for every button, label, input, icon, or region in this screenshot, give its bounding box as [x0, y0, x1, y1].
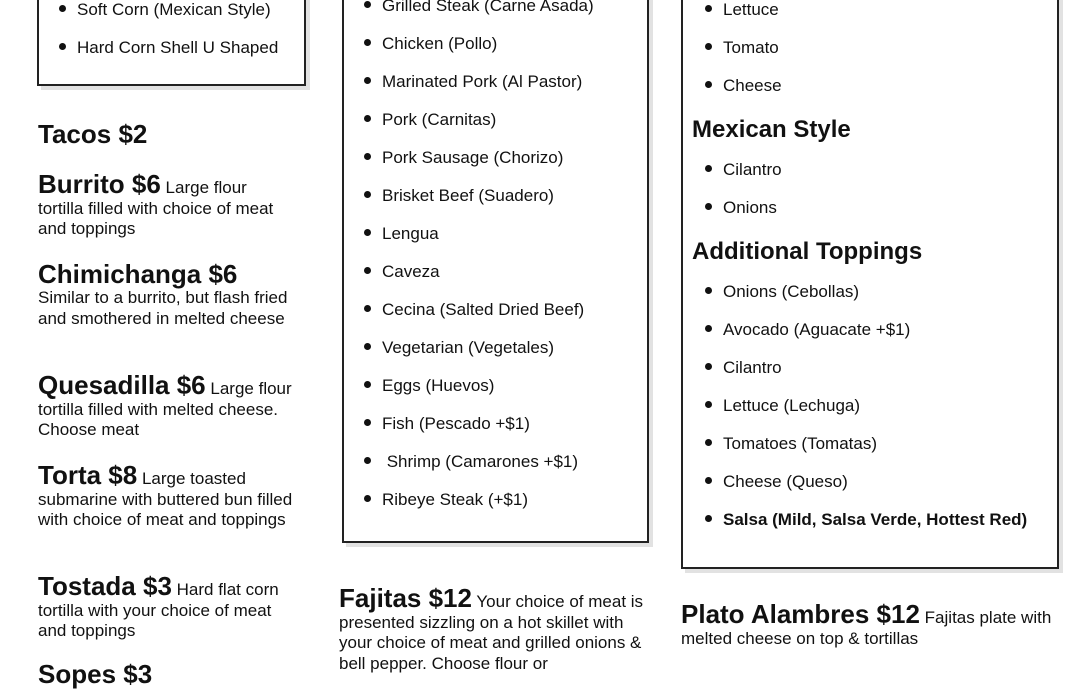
bullet-icon — [59, 43, 66, 50]
bullet-icon — [705, 81, 712, 88]
item-description: Fajitas plate with melted cheese on top & tortillas — [681, 608, 1052, 648]
bullet-icon — [705, 5, 712, 12]
list-item: Lettuce — [705, 0, 779, 20]
meats-box — [342, 0, 649, 543]
list-item: Shrimp (Camarones +$1) — [364, 452, 578, 472]
list-item: Hard Corn Shell U Shaped — [59, 38, 278, 58]
list-item: Chicken (Pollo) — [364, 34, 497, 54]
item-description: Large toasted submarine with buttered bun filled with choice of meat and toppings — [38, 469, 293, 529]
bullet-icon — [705, 165, 712, 172]
item-name: Plato Alambres $12 — [681, 599, 920, 629]
item-name: Fajitas $12 — [339, 583, 472, 613]
bullet-icon — [364, 419, 371, 426]
list-item: Onions — [705, 198, 777, 218]
menu-item-burrito — [38, 170, 293, 240]
list-item: Vegetarian (Vegetales) — [364, 338, 554, 358]
bullet-icon — [705, 325, 712, 332]
list-item: Soft Corn (Mexican Style) — [59, 0, 271, 20]
bullet-icon — [705, 203, 712, 210]
bullet-icon — [364, 39, 371, 46]
list-item: Cilantro — [705, 160, 782, 180]
item-description: Similar to a burrito, but flash fried and smothered in melted cheese — [38, 288, 288, 328]
item-name: Quesadilla $6 — [38, 370, 206, 400]
list-item: Tomatoes (Tomatas) — [705, 434, 877, 454]
bullet-icon — [705, 401, 712, 408]
list-item: Pork Sausage (Chorizo) — [364, 148, 563, 168]
bullet-icon — [705, 439, 712, 446]
list-item: Marinated Pork (Al Pastor) — [364, 72, 582, 92]
bullet-icon — [364, 115, 371, 122]
item-name: Tacos $2 — [38, 119, 148, 149]
item-name: Torta $8 — [38, 460, 138, 490]
list-item: Tomato — [705, 38, 779, 58]
item-name: Sopes $3 — [38, 659, 153, 689]
bullet-icon — [364, 153, 371, 160]
bullet-icon — [364, 1, 371, 8]
list-item: Cheese (Queso) — [705, 472, 848, 492]
menu-item-plato-alambres — [681, 600, 1071, 649]
menu-item-chimichanga — [38, 260, 293, 329]
list-item: Brisket Beef (Suadero) — [364, 186, 554, 206]
bullet-icon — [364, 457, 371, 464]
list-item: Avocado (Aguacate +$1) — [705, 320, 910, 340]
list-item: Cheese — [705, 76, 782, 96]
list-item: Onions (Cebollas) — [705, 282, 859, 302]
bullet-icon — [705, 43, 712, 50]
bullet-icon — [364, 305, 371, 312]
item-description: Large flour tortilla filled with melted cheese. Choose meat — [38, 379, 292, 439]
menu-item-fajitas — [339, 584, 654, 674]
item-name: Burrito $6 — [38, 169, 161, 199]
list-item: Lettuce (Lechuga) — [705, 396, 860, 416]
list-item: Cilantro — [705, 358, 782, 378]
bullet-icon — [705, 363, 712, 370]
list-item: Lengua — [364, 224, 439, 244]
item-name: Chimichanga $6 — [38, 259, 238, 289]
bullet-icon — [364, 343, 371, 350]
bullet-icon — [705, 515, 712, 522]
menu-item-tostada — [38, 572, 293, 642]
menu-item-sopes — [38, 660, 293, 689]
item-name: Tostada $3 — [38, 571, 172, 601]
item-description: Hard flat corn tortilla with your choice of meat and toppings — [38, 580, 279, 640]
list-item: Ribeye Steak (+$1) — [364, 490, 528, 510]
shells-box — [37, 0, 306, 86]
item-description: Large flour tortilla filled with choice of meat and toppings — [38, 178, 274, 238]
menu-item-torta — [38, 461, 293, 531]
bullet-icon — [59, 5, 66, 12]
bullet-icon — [705, 477, 712, 484]
toppings-box — [681, 0, 1059, 569]
bullet-icon — [364, 229, 371, 236]
list-item: Eggs (Huevos) — [364, 376, 494, 396]
item-description: Your choice of meat is presented sizzling on a hot skillet with your choice of meat and grilled onions & bell pepper. Choose flour or — [339, 592, 644, 673]
bullet-icon — [364, 495, 371, 502]
list-item: Caveza — [364, 262, 440, 282]
mexican-style-heading: Mexican Style — [692, 116, 851, 143]
bullet-icon — [364, 381, 371, 388]
bullet-icon — [364, 191, 371, 198]
list-item: Grilled Steak (Carne Asada) — [364, 0, 594, 16]
bullet-icon — [705, 287, 712, 294]
list-item: Cecina (Salted Dried Beef) — [364, 300, 584, 320]
list-item: Fish (Pescado +$1) — [364, 414, 530, 434]
bullet-icon — [364, 267, 371, 274]
additional-toppings-heading: Additional Toppings — [692, 238, 923, 265]
menu-item-tacos — [38, 120, 293, 149]
bullet-icon — [364, 77, 371, 84]
list-item: Salsa (Mild, Salsa Verde, Hottest Red) — [705, 510, 1027, 530]
list-item: Pork (Carnitas) — [364, 110, 496, 130]
menu-item-quesadilla — [38, 371, 293, 441]
